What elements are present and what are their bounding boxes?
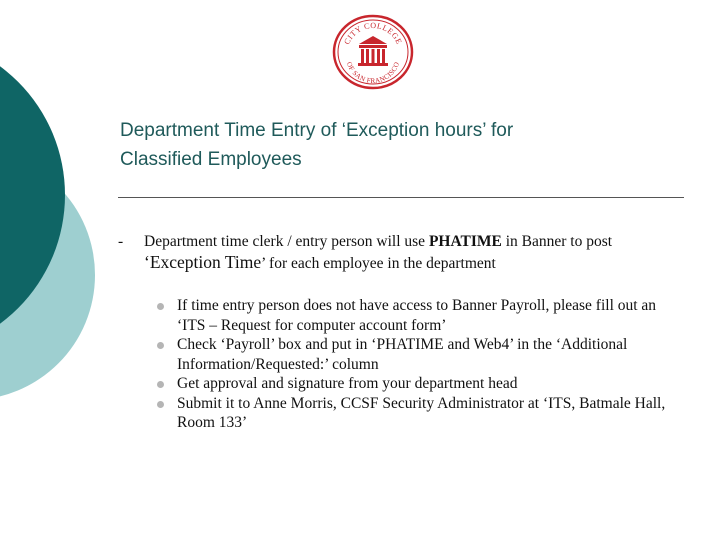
sub-bullet-list: [155, 296, 675, 433]
ccsf-logo: [332, 14, 414, 90]
bullet-dot-icon: [157, 342, 164, 349]
title-divider: [118, 197, 684, 198]
main-text-part2: in Banner to post: [501, 233, 613, 250]
slide-title: [120, 116, 680, 174]
logo-text-top: CITY COLLEGE: [342, 20, 404, 46]
list-item: [155, 394, 675, 433]
phatime-bold: PHATIME: [428, 233, 502, 250]
sub-item-text: Get approval and signature from your department head: [177, 375, 518, 392]
bullet-dot-icon: [157, 303, 164, 310]
title-line-1: Department Time Entry of ‘Exception hours’ for: [120, 120, 514, 141]
title-line-2: Classified Employees: [120, 149, 302, 170]
sub-item-text: Submit it to Anne Morris, CCSF Security Administrator at ‘ITS, Batmale Hall, Room 133’: [177, 394, 666, 431]
main-text-part3: ’ for each employee in the department: [261, 255, 496, 272]
bullet-dot-icon: [157, 401, 164, 408]
main-bullet-text: [144, 232, 684, 274]
list-item: [155, 374, 675, 394]
building-icon: [358, 36, 388, 66]
logo-text-bottom: OF SAN FRANCISCO: [344, 60, 402, 86]
exception-time-text: ‘Exception Time: [144, 252, 262, 272]
list-item: [155, 296, 675, 335]
sub-item-text: If time entry person does not have access to Banner Payroll, please fill out an ‘ITS – Request for computer account form’: [177, 297, 657, 334]
bullet-dot-icon: [157, 381, 164, 388]
main-text-part1: Department time clerk / entry person will use: [144, 233, 429, 250]
list-item: [155, 335, 675, 374]
dash-marker: -: [118, 233, 124, 250]
sub-item-text: Check ‘Payroll’ box and put in ‘PHATIME and Web4’ in the ‘Additional Information/Requested:’ column: [177, 336, 628, 373]
